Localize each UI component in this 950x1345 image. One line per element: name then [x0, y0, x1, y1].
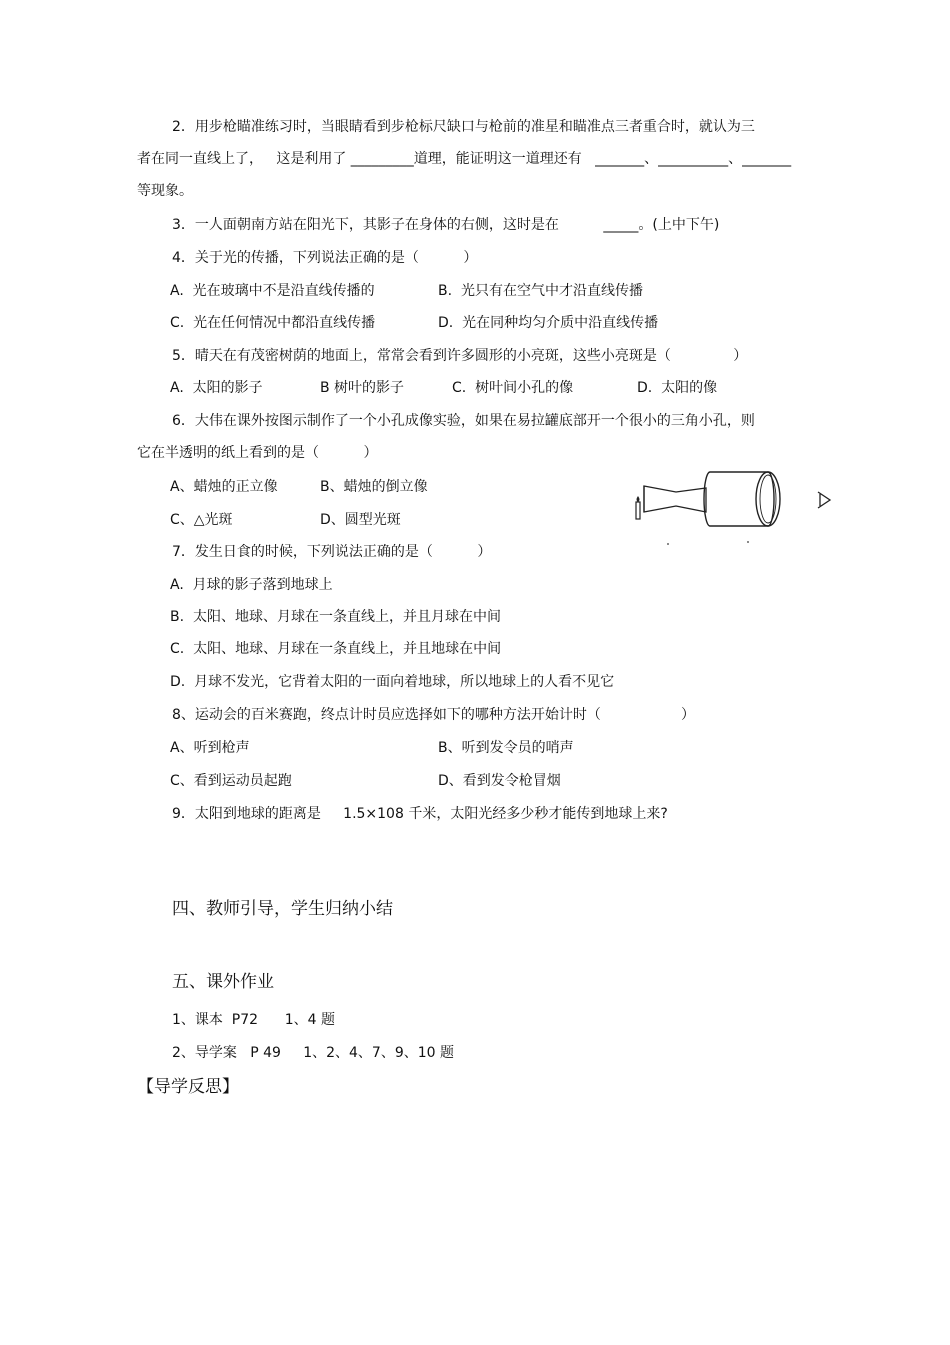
q7-option-a: A. 月球的影子落到地球上: [170, 577, 333, 593]
q5-stem: 5．晴天在有茂密树荫的地面上，常常会看到许多圆形的小亮斑，这些小亮斑是（ ）: [172, 348, 748, 364]
cone-tube: [644, 486, 706, 512]
section-4-heading: 四、教师引导，学生归纳小结: [172, 899, 393, 919]
pinhole-camera-figure: [628, 462, 843, 550]
homework-item-2: 2、导学案 P 49 1、2、4、7、9、10 题: [172, 1045, 455, 1061]
q5-option-d: D. 太阳的像: [637, 380, 718, 396]
q8-option-d: D、看到发令枪冒烟: [438, 773, 561, 789]
q6-option-b: B、蜡烛的倒立像: [320, 479, 428, 495]
reflection-heading: 【导学反思】: [137, 1077, 239, 1097]
homework-item-1: 1、课本 P72 1、4 题: [172, 1012, 336, 1028]
q7-option-c: C. 太阳、地球、月球在一条直线上，并且地球在中间: [170, 641, 502, 657]
q4-option-d: D. 光在同种均匀介质中沿直线传播: [438, 315, 659, 331]
q7-option-b: B. 太阳、地球、月球在一条直线上，并且月球在中间: [170, 609, 501, 625]
q2-line3: 等现象。: [137, 183, 193, 199]
q8-option-a: A、听到枪声: [170, 740, 250, 756]
q6-option-d: D、圆型光斑: [320, 512, 401, 528]
q2-line1: 2．用步枪瞄准练习时，当眼睛看到步枪标尺缺口与枪前的准星和瞄准点三者重合时，就认为三: [172, 119, 755, 135]
inverted-image-icon: [818, 492, 830, 508]
q7-option-d: D. 月球不发光，它背着太阳的一面向着地球，所以地球上的人看不见它: [170, 674, 615, 690]
q8-stem: 8、运动会的百米赛跑，终点计时员应选择如下的哪种方法开始计时（ ）: [172, 707, 696, 723]
q6-option-c: C、△光斑: [170, 512, 233, 528]
q8-option-b: B、听到发令员的哨声: [438, 740, 574, 756]
q7-stem: 7．发生日食的时候，下列说法正确的是（ ）: [172, 544, 492, 560]
q4-stem: 4．关于光的传播，下列说法正确的是（ ）: [172, 250, 478, 266]
q2-line2: 者在同一直线上了， 这是利用了 _________道理，能证明这一道理还有 _______、__________、_______: [137, 151, 792, 167]
q5-option-c: C. 树叶间小孔的像: [452, 380, 574, 396]
q9-text: 9．太阳到地球的距离是 1.5×108 千米，太阳光经多少秒才能传到地球上来?: [172, 806, 668, 822]
q5-option-b: B 树叶的影子: [320, 380, 405, 396]
candle-icon: [636, 502, 640, 519]
flame-icon: [637, 496, 640, 502]
q4-option-c: C. 光在任何情况中都沿直线传播: [170, 315, 376, 331]
section-5-heading: 五、课外作业: [172, 972, 274, 992]
q6-line2: 它在半透明的纸上看到的是（ ）: [137, 445, 378, 461]
q3-text: 3．一人面朝南方站在阳光下，其影子在身体的右侧，这时是在 _____。(上中下午): [172, 217, 720, 233]
q8-option-c: C、看到运动员起跑: [170, 773, 292, 789]
q6-line1: 6．大伟在课外按图示制作了一个小孔成像实验，如果在易拉罐底部开一个很小的三角小孔，则: [172, 413, 755, 429]
q6-option-a: A、蜡烛的正立像: [170, 479, 278, 495]
q4-option-a: A. 光在玻璃中不是沿直线传播的: [170, 283, 375, 299]
q4-option-b: B. 光只有在空气中才沿直线传播: [438, 283, 643, 299]
q5-option-a: A. 太阳的影子: [170, 380, 263, 396]
